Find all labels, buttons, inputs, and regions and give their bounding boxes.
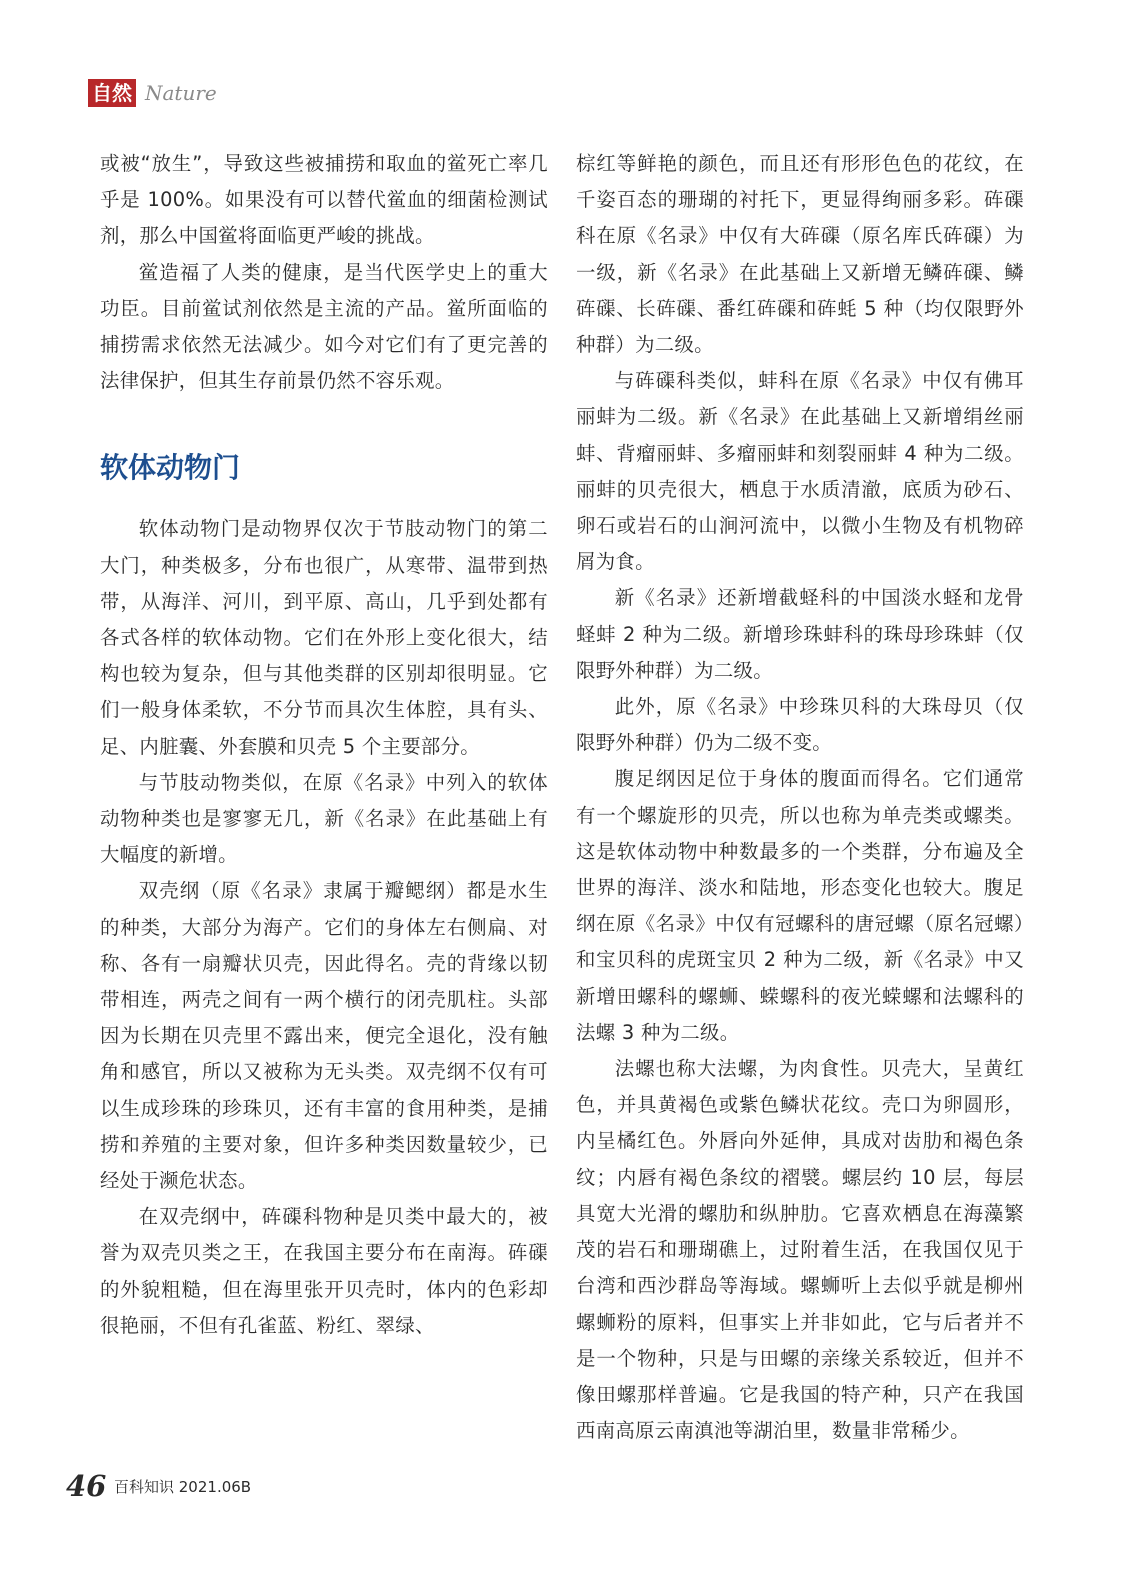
paragraph: 鲎造福了人类的健康，是当代医学史上的重大功臣。目前鲎试剂依然是主流的产品。鲎所面临的捕捞需求依然无法减少。如今对它们有了更完善的法律保护，但其生存前景仍然不容乐观。 — [100, 260, 548, 393]
paragraph: 腹足纲因足位于身体的腹面而得名。它们通常有一个螺旋形的贝壳，所以也称为单壳类或螺类。这是软体动物中种数最多的一个类群，分布遍及全世界的海洋、淡水和陆地，形态变化也较大。腹足纲在原《名录》中仅有冠螺科的唐冠螺（原名冠螺）和宝贝科的虎斑宝贝 2 种为二级，新《名录》中又新增田螺科的螺蛳、蝾螺科的夜光蝾螺和法螺科的法螺 3 种为二级。 — [576, 767, 1024, 1044]
paragraph: 法螺也称大法螺，为肉食性。贝壳大，呈黄红色，并具黄褐色或紫色鳞状花纹。壳口为卵圆形，内呈橘红色。外唇向外延伸，具成对齿肋和褐色条纹；内唇有褐色条纹的褶襞。螺层约 10 层，每层具宽大光滑的螺肋和纵肿肋。它喜欢栖息在海藻繁茂的岩石和珊瑚礁上，过附着生活，在我国仅见于台湾和西沙群岛等海域。螺蛳听上去似乎就是柳州螺蛳粉的原料，但事实上并非如此，它与后者并不是一个物种，只是与田螺的亲缘关系较近，但并不像田螺那样普遍。它是我国的特产种，只产在我国西南高原云南滇池等湖泊里，数量非常稀少。 — [576, 1057, 1024, 1443]
paragraph: 软体动物门是动物界仅次于节肢动物门的第二大门，种类极多，分布也很广，从寒带、温带到热带，从海洋、河川，到平原、高山，几乎到处都有各式各样的软体动物。它们在外形上变化很大，结构也较为复杂，但与其他类群的区别却很明显。它们一般身体柔软，不分节而具次生体腔，具有头、足、内脏囊、外套膜和贝壳 5 个主要部分。 — [100, 517, 548, 758]
right-column — [576, 146, 1024, 1466]
paragraph: 与节肢动物类似，在原《名录》中列入的软体动物种类也是寥寥无几，新《名录》在此基础上有大幅度的新增。 — [100, 770, 548, 867]
paragraph: 或被“放生”，导致这些被捕捞和取血的鲎死亡率几乎是 100%。如果没有可以替代鲎血的细菌检测试剂，那么中国鲎将面临更严峻的挑战。 — [100, 152, 548, 248]
paragraph: 与砗磲科类似，蚌科在原《名录》中仅有佛耳丽蚌为二级。新《名录》在此基础上又新增绢丝丽蚌、背瘤丽蚌、多瘤丽蚌和刻裂丽蚌 4 种为二级。丽蚌的贝壳很大，栖息于水质清澈，底质为砂石、卵石或岩石的山涧河流中，以微小生物及有机物碎屑为食。 — [576, 369, 1024, 574]
paragraph: 双壳纲（原《名录》隶属于瓣鳃纲）都是水生的种类，大部分为海产。它们的身体左右侧扁、对称、各有一扇瓣状贝壳，因此得名。壳的背缘以韧带相连，两壳之间有一两个横行的闭壳肌柱。头部因为长期在贝壳里不露出来，便完全退化，没有触角和感官，所以又被称为无头类。双壳纲不仅有可以生成珍珠的珍珠贝，还有丰富的食用种类，是捕捞和养殖的主要对象，但许多种类因数量较少，已经处于濒危状态。 — [100, 879, 548, 1193]
publication-info: 百科知识 2021.06B — [114, 1478, 252, 1496]
section-heading: 软体动物门 — [100, 451, 241, 485]
paragraph: 此外，原《名录》中珍珠贝科的大珠母贝（仅限野外种群）仍为二级不变。 — [576, 695, 1024, 755]
page-number: 46 — [66, 1469, 107, 1503]
section-tag-english: Nature — [145, 81, 217, 105]
paragraph: 在双壳纲中，砗磲科物种是贝类中最大的，被誉为双壳贝类之王，在我国主要分布在南海。砗磲的外貌粗糙，但在海里张开贝壳时，体内的色彩却很艳丽，不但有孔雀蓝、粉红、翠绿、 — [100, 1205, 548, 1337]
section-tag: 自然 — [88, 79, 136, 107]
paragraph: 棕红等鲜艳的颜色，而且还有形形色色的花纹，在千姿百态的珊瑚的衬托下，更显得绚丽多彩。砗磲科在原《名录》中仅有大砗磲（原名库氏砗磲）为一级，新《名录》在此基础上又新增无鳞砗磲、鳞砗磲、长砗磲、番红砗磲和砗蚝 5 种（均仅限野外种群）为二级。 — [576, 152, 1024, 357]
left-column — [100, 146, 548, 1466]
paragraph: 新《名录》还新增截蛏科的中国淡水蛏和龙骨蛏蚌 2 种为二级。新增珍珠蚌科的珠母珍珠蚌（仅限野外种群）为二级。 — [576, 586, 1024, 682]
